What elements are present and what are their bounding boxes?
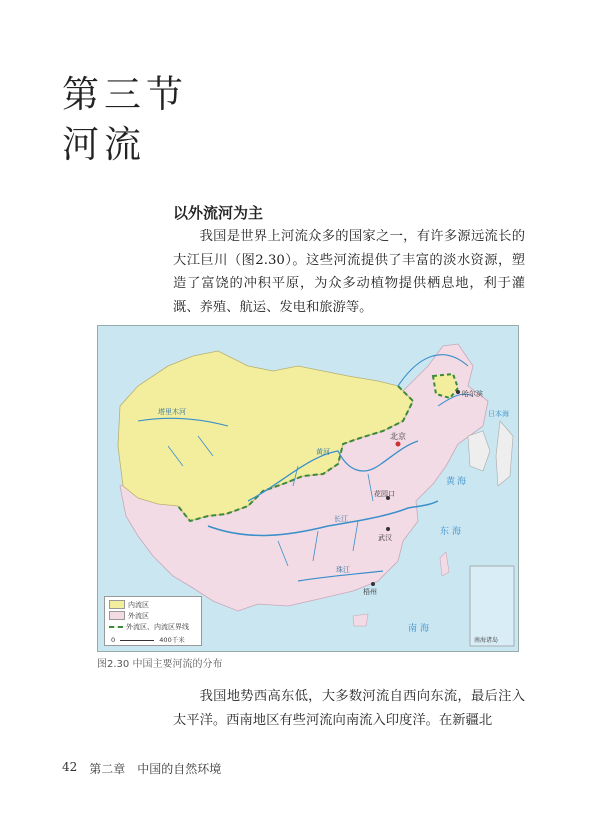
- wuhan-label: 武汉: [378, 534, 392, 542]
- figure-caption: 图2.30 中国主要河流的分布: [97, 659, 223, 670]
- page-number: 42: [62, 760, 78, 774]
- japan-land: [496, 421, 513, 486]
- footer-chapter: 第二章: [89, 762, 126, 776]
- legend-outflow-row: [109, 611, 149, 620]
- intro-paragraph: 我国是世界上河流众多的国家之一，有许多源远流长的大江巨川（图2.30）。这些河流提供了丰富的淡水资源，塑造了富饶的冲积平原，为众多动植物提供栖息地，利于灌溉、养殖、航运、发电和旅游等。: [173, 229, 525, 315]
- section-number: 第三节: [62, 73, 188, 116]
- wuzhou-dot: [371, 582, 375, 586]
- huanghe-label: 黄河: [316, 448, 330, 456]
- hainan-land: [353, 614, 368, 626]
- beijing-label: 北京: [390, 432, 406, 441]
- beijing-dot: [396, 442, 401, 447]
- scale-zero: 0: [111, 636, 116, 644]
- map-legend: [104, 596, 202, 646]
- zhujiang-label: 珠江: [336, 566, 350, 574]
- section-heading: 以外流河为主: [173, 204, 264, 222]
- section-title: 河流: [62, 123, 146, 166]
- donghai-label: 东海: [440, 527, 465, 537]
- korea-land: [468, 431, 490, 471]
- scale-km: 400千米: [159, 636, 185, 644]
- taiwan-land: [440, 552, 449, 576]
- wuhan-dot: [386, 527, 390, 531]
- huanghai-label: 黄海: [446, 477, 469, 487]
- harbin-dot: [456, 390, 460, 394]
- legend-inland-row: [109, 600, 149, 609]
- legend-inland-swatch: [109, 600, 125, 609]
- legend-inland-label: 内流区: [128, 600, 149, 609]
- scale-bar: [120, 640, 154, 641]
- body-paragraph: 我国地势西高东低，大多数河流自西向东流，最后注入太平洋。西南地区有些河流向南流入印度洋。在新疆北: [173, 689, 525, 728]
- legend-boundary-row: [109, 622, 189, 631]
- chapter-title: [62, 70, 188, 170]
- footer-chapter-title: 中国的自然环境: [137, 762, 222, 776]
- nanhai-label: 南海: [408, 624, 433, 634]
- wuzhou-label: 梧州: [363, 588, 377, 596]
- tarim-label: 塔里木河: [158, 408, 186, 416]
- legend-boundary-swatch: [109, 626, 123, 628]
- huayuankou-label: 花园口: [374, 490, 395, 498]
- riben-label: 日本海: [488, 410, 509, 418]
- legend-outflow-swatch: [109, 611, 125, 620]
- south-sea-islands-label: 南海诸岛: [474, 637, 499, 644]
- south-sea-inset: [470, 566, 514, 646]
- china-rivers-map: [97, 325, 519, 652]
- legend-boundary-label: 外流区、内流区界线: [126, 622, 189, 631]
- page-footer: [62, 760, 221, 777]
- legend-scale: [111, 635, 185, 644]
- legend-outflow-label: 外流区: [128, 611, 149, 620]
- harbin-label: 哈尔滨: [462, 390, 483, 398]
- changjiang-label: 长江: [334, 515, 348, 523]
